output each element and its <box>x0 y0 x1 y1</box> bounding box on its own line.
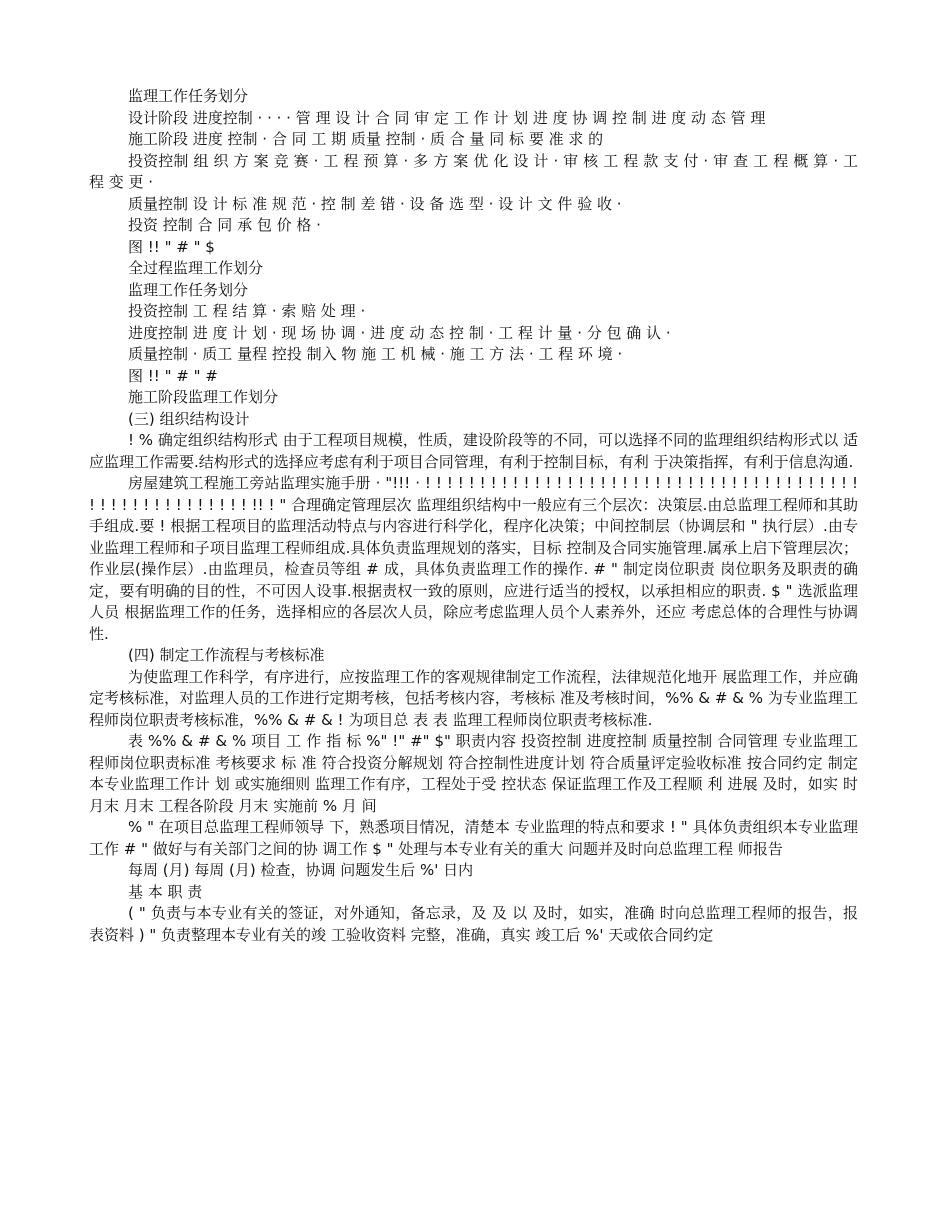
paragraph-workflow: 为使监理工作科学，有序进行，应按监理工作的客观规律制定工作流程，法律规范化地开 展监理工作，并应确定考核标准，对监理人员的工作进行定期考核，包括考核内容，考核标 准及考核时间，%% & # & % 为专业监理工程师岗位职责考核标准，%% & # & ! 为项目总 表 表 监理工程师岗位职责考核标准. <box>89 667 858 729</box>
section-heading-4: (四) 制定工作流程与考核标准 <box>128 646 325 664</box>
paragraph-management-levels: 房屋建筑工程施工旁站监理实施手册 · "!!! · ! ! ! ! ! ! ! ! ! ! ! ! ! ! ! ! ! ! ! ! ! ! ! ! ! ! ! ! ! ! ! ! ! ! ! ! ! ! ! ! ! ! ! ! ! ! ! ! ! ! ! ! ! ! ! !! ! " 合理确定管理层次 监理组织结构中一般应有三个层次：决策层.由总监理工程师和其助手组成.要 ! 根据工程项目的监理活动特点与内容进行科学化，程序化决策；中间控制层（协调层和 " 执行层）.由专业监理工程师和子项目监理工程师组成.具体负责监理规划的落实，目标 控制及合同实施管理.属承上启下管理层次；作业层(操作层）.由监理员，检查员等组 # 成，具体负责监理工作的操作. # " 制定岗位职责 岗位职务及职责的确定，要有明确的目的性，不可因人设事.根据责权一致的原则，应进行适当的授权，以承担相应的职责. $ " 选派监理人员 根据监理工作的任务，选择相应的各层次人员，除应考虑监理人员个人素养外，还应 考虑总体的合理性与协调性. <box>89 474 858 643</box>
text-investment-control: 投资控制 组 织 方 案 竞 赛 · 工 程 预 算 · 多 方 案 优 化 设 计 · 审 核 工 程 款 支 付 · 审 查 工 程 概 算 · 工 程 变 更 · <box>89 151 858 191</box>
text-construction-stage: 施工阶段 进度 控制 · 合 同 工 期 质量 控制 · 质 合 量 同 标 要 准 求 的 <box>128 130 604 148</box>
text-quality-control-2: 质量控制 · 质工 量程 控投 制入 物 施 工 机 械 · 施 工 方 法 · 工 程 环 境 · <box>128 345 623 363</box>
text-investment-settlement: 投资控制 工 程 结 算 · 索 赔 处 理 · <box>128 302 366 320</box>
figure-caption-2: 施工阶段监理工作划分 <box>128 388 279 406</box>
paragraph-table-content: 表 %% & # & % 项目 工 作 指 标 %" !" #" $" 职责内容 投资控制 进度控制 质量控制 合同管理 专业监理工程师岗位职责标准 考核要求 标 准 符合投资分解规划 符合控制性进度计划 符合质量评定验收标准 按合同约定 制定本专业监理工作计 划 或实施细则 监理工作有序，工程处于受 控状态 保证监理工作及工程顺 利 进展 及时，如实 时 月末 月末 工程各阶段 月末 实施前 % 月 间 <box>89 732 858 815</box>
text-quality-control: 质量控制 设 计 标 准 规 范 · 控 制 差 错 · 设 备 选 型 · 设 计 文 件 验 收 · <box>128 194 622 213</box>
figure-caption-1: 全过程监理工作划分 <box>128 259 264 277</box>
figure-label-1: 图 !! " # " $ <box>128 237 215 256</box>
text-basic-duties: 基 本 职 责 <box>128 882 203 901</box>
text-design-stage: 设计阶段 进度控制 · · · · 管 理 设 计 合 同 审 定 工 作 计 划 进 度 协 调 控 制 进 度 动 态 管 理 <box>128 108 766 127</box>
paragraph-signoff: ( " 负责与本专业有关的签证，对外通知，备忘录，及 及 以 及时，如实，准确 时向总监理工程师的报告，报表资料 ) " 负责整理本专业有关的竣 工验收资料 完整，准确，真实 竣工后 %' 天或依合同约定 <box>89 904 858 944</box>
figure-label-2: 图 !! " # " # <box>128 366 218 385</box>
text-progress-control: 进度控制 进 度 计 划 · 现 场 协 调 · 进 度 动 态 控 制 · 工 程 计 量 · 分 包 确 认 · <box>128 323 671 342</box>
text-investment-contract: 投资 控制 合 同 承 包 价 格 · <box>128 216 321 234</box>
section-heading-3: (三) 组织结构设计 <box>128 409 250 428</box>
paragraph-duties: % " 在项目总监理工程师领导 下，熟悉项目情况，清楚本 专业监理的特点和要求 ! " 具体负责组织本专业监理 工作 # " 做好与有关部门之间的协 调工作 $ " 处理与本专业有关的重大 问题并及时向总监理工程 师报告 <box>89 818 858 858</box>
text-line-task-division-2: 监理工作任务划分 <box>128 280 249 299</box>
text-line-task-division: 监理工作任务划分 <box>128 87 249 105</box>
text-weekly-check: 每周 (月) 每周 (月) 检查，协调 问题发生后 %' 日内 <box>128 861 474 879</box>
paragraph-structure-form: ! % 确定组织结构形式 由于工程项目规模，性质，建设阶段等的不同，可以选择不同的监理组织结构形式以 适应监理工作需要.结构形式的选择应考虑有利于项目合同管理，有利于控制目标，有利 于决策指挥，有利于信息沟通. <box>89 431 858 471</box>
